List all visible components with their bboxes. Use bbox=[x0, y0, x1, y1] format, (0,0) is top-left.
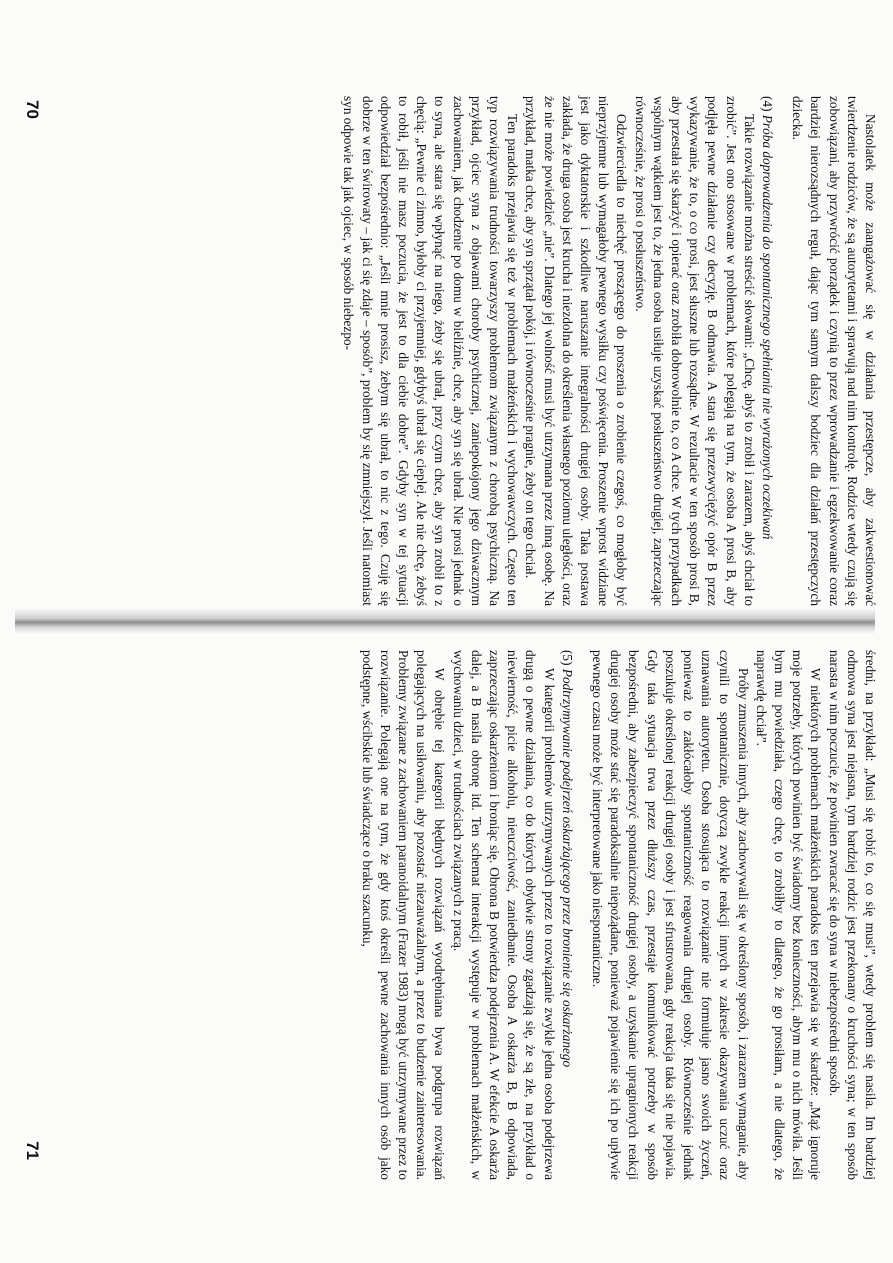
page-number: 70 bbox=[23, 100, 42, 119]
paragraph: W kategorii problemów utrzymywanych przez to rozwiązanie zwykle jedna osoba podejrzewa drugą o pewne działania, co do których obydwie strony zgadzają się, że są złe, na przykład o niewierność, picie alkoholu, nieuczciwość, zaniedbanie. Osoba A oskarża B, B odpowiada, zaprzeczając oskarżeniom i broniąc się. Obrona B potwierdza podejrzenia A. W efekcie A oskarża dalej, a B nasila obronę itd. Ten schemat interakcji występuje w problemach małżeńskich, w wychowaniu dzieci, w trudnościach związanych z pracą. bbox=[450, 650, 557, 1180]
paragraph: Nastolatek może zaangażować się w działania przestępcze, aby zakwestionować twierdzenie rodziców, że są autorytetami i sprawują nad nim kontrolę. Rodzice wtedy czują się zobowiązani, aby przywrócić porządek i czynią to przez wprowadzanie i egzekwowanie coraz bardziej nierozsądnych reguł, dając tym samym dalszy bodziec dla działań przestępczych dziecka. bbox=[790, 96, 878, 606]
book-gutter bbox=[15, 608, 875, 634]
right-page bbox=[357, 650, 879, 1180]
section-heading bbox=[758, 96, 776, 606]
left-page bbox=[339, 96, 879, 606]
page-number: 71 bbox=[23, 1141, 42, 1160]
paragraph: W niektórych problemach małżeńskich paradoks ten przejawia się w skardze: „Mąż ignoruje moje potrzeby, których powinien być świadomy bez konieczności, abym mu o nich mówiła. Jeśli bym mu powiedziała, czego chcę, to zrobiłby to dlatego, że go prosiłam, a nie dlatego, że naprawdę chciał”. bbox=[753, 650, 824, 1180]
paragraph: W obrębie tej kategorii błędnych rozwiązań wyodrębniana bywa podgrupa rozwiązań polegających na usiłowaniu, aby pozostać niezauważalnym, a przez to budzenie zainteresowania. Problemy związane z zachowaniem paranoidalnym (Frazer 1983) mogą być utrzymywane przez to rozwiązanie. Polegają one na tym, że gdy ktoś określi pewne zachowania innych osób jako podstępne, wścibskie lub świadczące o braku szacunku, bbox=[359, 650, 448, 1180]
spacer bbox=[782, 96, 788, 606]
paragraph: średni, na przykład: „Musi się robić to, co się musi”, wtedy problem się nasila. Im bardziej odmowa syna jest niejasna, tym bardziej rodzic jest przekonany o kruchości syna; w ten sposób narasta w nim poczucie, że powinien zwracać się do syna w niebezpośredni sposób. bbox=[826, 650, 878, 1180]
paragraph: Odzwierciedla to niechęć proszącego do proszenia o zrobienie czegoś, co mogłoby być nieprzyjemne lub wymagałoby pewnego wysiłku czy poświęcenia. Proszenie wprost widziane jest jako dyktatorskie i szkodliwe naruszanie integralności drugiej osoby. Taka postawa zakłada, że druga osoba jest krucha i niezdolna do określenia własnego poziomu uległości, oraz że nie może powiedzieć „nie”. Dlatego jej wolność musi być utrzymana przez inną osobę. Na przykład, matka chce, aby syn sprzątał pokój, i równocześnie pragnie, żeby on tego chciał. bbox=[523, 96, 630, 606]
paragraph: Próby zmuszenia innych, aby zachowywali się w określony sposób, i zarazem wymaganie, aby czynili to spontanicznie, dotyczą zwykle reakcji innych w zakresie okazywania uczuć oraz uznawania autorytetu. Osoba stosująca to rozwiązanie nie formułuje jasno swoich życzeń, ponieważ to zakłócałoby spontaniczność reagowania drugiej osoby. Równocześnie jednak poszukuje określonej reakcji drugiej osoby i jest sfrustrowana, gdy reakcja taka się nie pojawia. Gdy taka sytuacja trwa przez dłuższy czas, przestaje komunikować potrzeby w sposób bezpośredni, aby zabezpieczyć spontaniczność drugiej osoby, a uzyskanie upragnionych reakcji drugiej osoby może stać się paradoksalnie niepożądane, ponieważ pojawienie się ich po upływie pewnego czasu może być interpretowane jako niespontaniczne. bbox=[589, 650, 751, 1180]
section-heading bbox=[558, 650, 576, 1180]
section-title: Próba doprowadzenia do spontanicznego spełniania nie wyrażonych oczekiwań bbox=[759, 114, 775, 540]
section-number: (5) bbox=[559, 650, 575, 666]
section-title: Podtrzymywanie podejrzeń oskarżającego przez bronienie się oskarżanego bbox=[559, 668, 575, 1068]
paragraph: Takie rozwiązanie można streścić słowami: „Chcę, abyś to zrobił i zarazem, abyś chciał to zrobić”. Jest ono stosowane w problemach, które polegają na tym, że osoba A prosi B, aby podjęła pewne działanie czy decyzję. B odmawia. A stara się przezwyciężyć opór B przez wykazywanie, że to, o co prosi, jest słuszne lub rozsądne. W rezultacie w ten sposób prosi B, aby przestała się skarżyć i opierać oraz zrobiła dobrowolnie to, co A chce. W tych przypadkach wspólnym wątkiem jest to, że jedna osoba usiłuje uzyskać posłuszeństwo drugiej, zaprzeczając równocześnie, że prosi o posłuszeństwo. bbox=[632, 96, 757, 606]
section-number: (4) bbox=[759, 96, 775, 112]
paragraph: Ten paradoks przejawia się też w problemach małżeńskich i wychowawczych. Często ten typ rozwiązywania trudności towarzyszy problemom związanym z chorobą psychiczną. Na przykład, ojciec syna z objawami choroby psychicznej, zaniepokojony jego dziwacznym zachowaniem, jak chodzenie po domu w bieliźnie, chce, aby syn się ubrał. Nie prosi jednak o to syna, ale stara się wpłynąć na niego, żeby się ubrał, przy czym chce, aby syn zrobił to z chęcią: „Pewnie ci zimno, byłoby ci przyjemniej, gdybyś ubrał się cieplej. Ale nie chcę, żebyś to robił, jeśli nie masz poczucia, że jest to dla ciebie dobre”. Gdyby syn w tej sytuacji odpowiedział bezpośrednio: „Jeśli mnie prosisz, żebym się ubrał, to nic z tego. Czuję się dobrze w ten świrowaty – jak ci się zdaje – sposób”, problem by się zmniejszył. Jeśli natomiast syn odpowie tak jak ojciec, w sposób niebezpo- bbox=[341, 96, 521, 606]
